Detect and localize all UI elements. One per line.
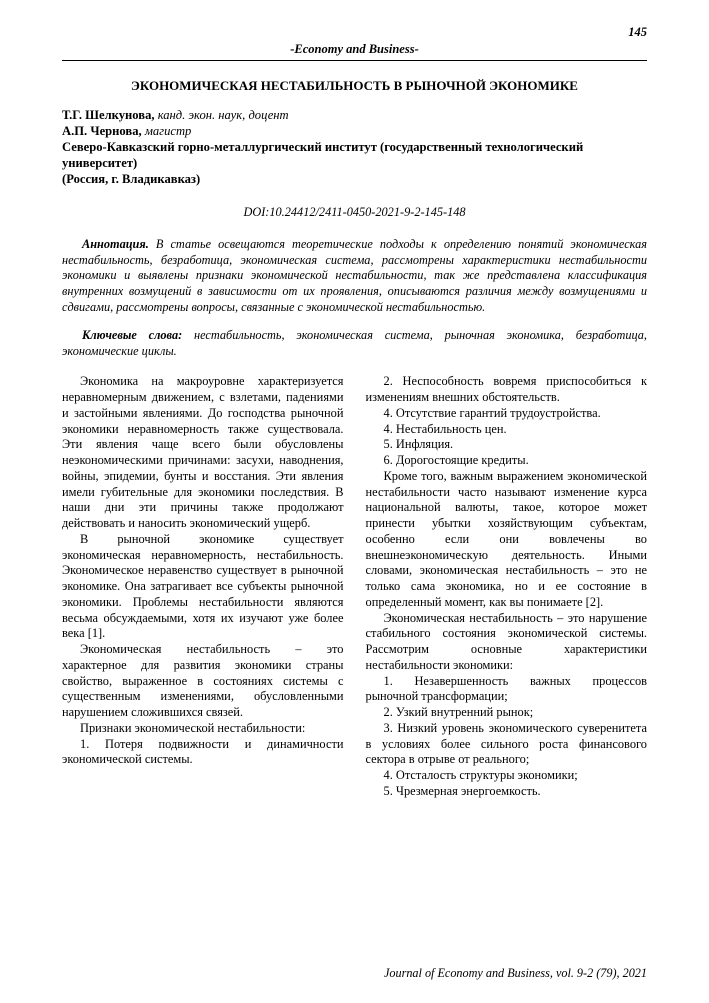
author-block: [62, 108, 647, 188]
list-item: 3. Низкий уровень экономического суверенитета в условиях более сильного роста финансового сектора в отрыве от реального;: [365, 720, 647, 767]
abstract-label: Аннотация.: [82, 236, 149, 251]
keywords-label: Ключевые слова:: [82, 327, 183, 342]
list-item: 5. Инфляция.: [383, 437, 454, 452]
page-title: ЭКОНОМИЧЕСКАЯ НЕСТАБИЛЬНОСТЬ В РЫНОЧНОЙ ЭКОНОМИКЕ: [131, 77, 578, 93]
author-2: [62, 124, 647, 140]
footer-journal-line: Journal of Economy and Business, vol. 9-2 (79), 2021: [383, 966, 647, 980]
list-item: 6. Дорогостоящие кредиты.: [383, 453, 529, 468]
author-1-name: Т.Г. Шелкунова,: [62, 108, 155, 122]
paragraph: Экономика на макроуровне характеризуется неравномерным движением, с взлетами, падениями и застойными явлениями. До господства рыночной экономики неравномерность также существовала. Эти явления чаще всего были обусловлены неэкономическими причинами: засухи, наводнения, войны, эпидемии, бунты и восстания. Эти явления имели губительные для экономики последствия. В наши дни эти причины также продолжают действовать и наносить экономический ущерб.: [62, 374, 344, 531]
header-divider: [62, 60, 647, 61]
list-item: 2. Неспособность вовремя приспособиться к изменениям внешних обстоятельств.: [365, 374, 647, 405]
list-item: 4. Отсталость структуры экономики;: [383, 768, 578, 783]
list-item: 1. Незавершенность важных процессов рыночной трансформации;: [365, 673, 647, 704]
body-column-left: [62, 374, 344, 799]
author-2-name: А.П. Чернова,: [62, 123, 142, 138]
list-item: 1. Потеря подвижности и динамичности экономической системы.: [62, 736, 344, 767]
abstract: [62, 237, 647, 316]
page-number: 145: [628, 25, 647, 39]
abstract-text: В статье освещаются теоретические подходы к определению понятий экономическая нестабильность, безработица, экономическая система, рассмотрены характеристики нестабильности экономики и выявлены признаки экономической нестабильности, так же представлена классификация внутренних возмущений в зависимости от их проявления, описываются различия между возмущениями и сдвигами, рассмотрены вопросы, связанные с экономической нестабильностью.: [62, 236, 647, 314]
list-item: 4. Отсутствие гарантий трудоустройства.: [383, 405, 601, 420]
list-item: 5. Чрезмерная энергоемкость.: [383, 783, 541, 798]
affiliation: Северо-Кавказский горно-металлургический институт (государственный технологический университет): [62, 139, 584, 170]
doi-line: DOI:10.24412/2411-0450-2021-9-2-145-148: [243, 204, 466, 219]
list-item: 4. Нестабильность цен.: [383, 421, 507, 436]
paragraph: В рыночной экономике существует экономическая неравномерность, нестабильность. Экономическое неравенство существует в рыночной экономике. Она затрагивает все субъекты рыночной экономики. Проблемы нестабильности являются весьма обсуждаемыми, хотя их изучают уже более века [1].: [62, 531, 344, 641]
paragraph: Экономическая нестабильность – это характерное для развития экономики страны свойство, выраженное в состояниях системы с существенным изменениями, обусловленными нарушением сложившихся связей.: [62, 642, 344, 720]
paragraph: Кроме того, важным выражением экономической нестабильности часто называют изменение курса национальной валюты, такое, которое может принести убытки хозяйствующим субъектам, особенно если они вовлечены во внешнеэкономическую деятельность. Иными словами, экономическая нестабильность – это не только сама экономика, но и ее состояние в определенный момент, как вы понимаете [2].: [365, 468, 647, 609]
running-head: -Economy and Business-: [290, 41, 419, 56]
author-2-rank: магистр: [144, 123, 192, 138]
body-columns: [62, 374, 647, 799]
affiliation-location: (Россия, г. Владикавказ): [62, 171, 201, 186]
body-column-right: [366, 374, 648, 799]
author-1: [62, 108, 647, 124]
author-1-rank: канд. экон. наук, доцент: [157, 108, 289, 122]
keywords: [62, 328, 647, 359]
paragraph: Экономическая нестабильность – это нарушение стабильного состояния экономической системы. Рассмотрим основные характеристики нестабильности экономики:: [365, 610, 647, 672]
paragraph: Признаки экономической нестабильности:: [80, 720, 306, 735]
list-item: 2. Узкий внутренний рынок;: [383, 705, 534, 720]
keywords-text: нестабильность, экономическая система, рыночная экономика, безработица, экономические циклы.: [62, 327, 648, 358]
